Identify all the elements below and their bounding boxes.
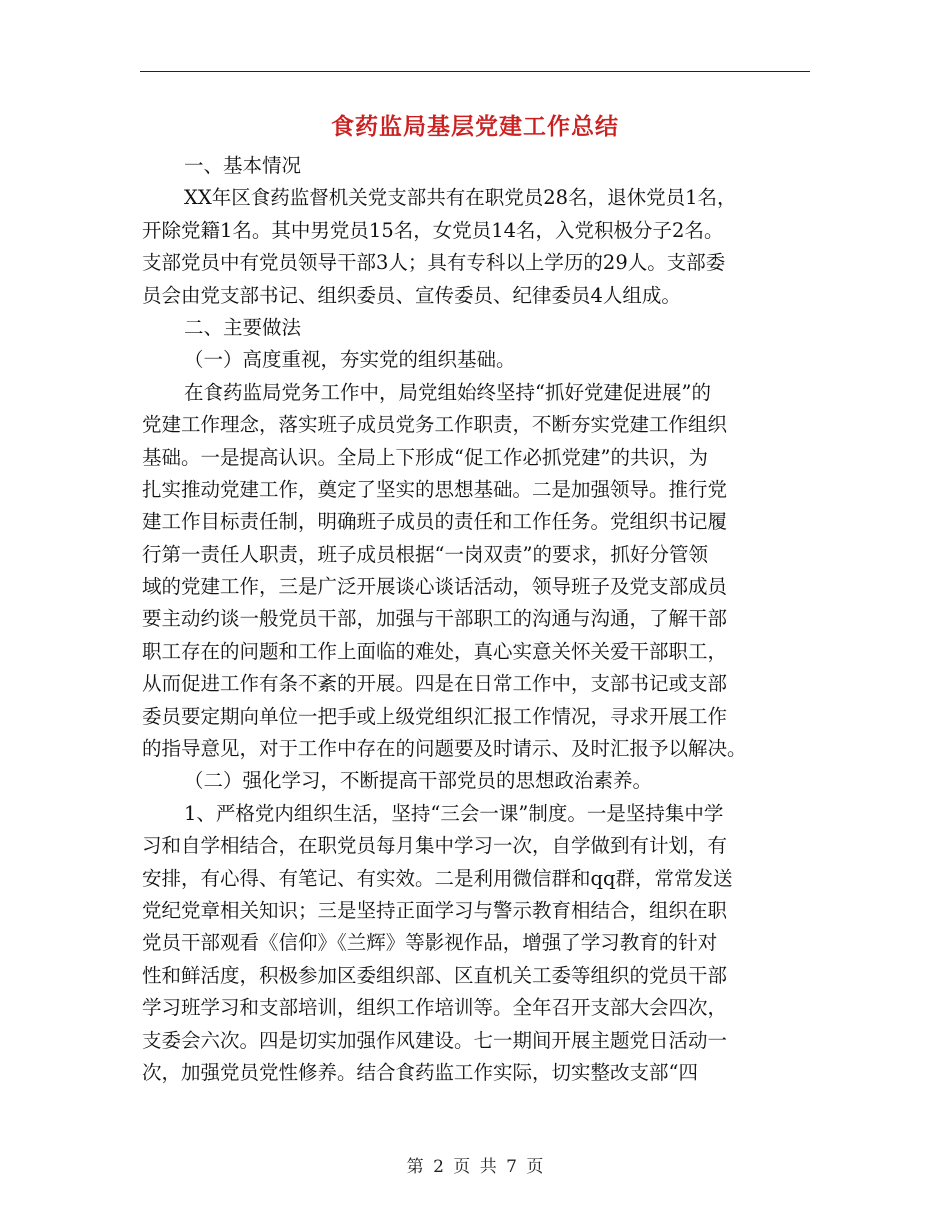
body-line: 1、严格党内组织生活，坚持“三会一课”制度。一是坚持集中学 (184, 801, 724, 825)
body-line: 在食药监局党务工作中，局党组始终坚持“抓好党建促进展”的 (184, 380, 711, 404)
body-line: 党纪党章相关知识；三是坚持正面学习与警示教育相结合，组织在职 (142, 898, 728, 922)
body-line: 一、基本情况 (184, 154, 302, 177)
body-line: 的指导意见，对于工作中存在的问题要及时请示、及时汇报予以解决。 (142, 737, 747, 761)
body-line: 习和自学相结合，在职党员每月集中学习一次，自学做到有计划，有 (142, 834, 728, 858)
header-rule (140, 71, 810, 72)
body-line: 委员要定期向单位一把手或上级党组织汇报工作情况，寻求开展工作 (142, 704, 728, 728)
body-line: 学习班学习和支部培训，组织工作培训等。全年召开支部大会四次， (142, 996, 728, 1020)
body-line: 扎实推动党建工作，奠定了坚实的思想基础。二是加强领导。推行党 (142, 477, 728, 501)
body-line: 从而促进工作有条不紊的开展。四是在日常工作中，支部书记或支部 (142, 672, 728, 696)
body-line: 党员干部观看《信仰》《兰辉》等影视作品，增强了学习教育的针对 (142, 931, 718, 955)
document-title: 食药监局基层党建工作总结 (331, 113, 619, 140)
body-line: （一）高度重视，夯实党的组织基础。 (184, 348, 516, 372)
body-line: 行第一责任人职责，班子成员根据“一岗双责”的要求，抓好分管领 (142, 542, 708, 566)
body-line: 支委会六次。四是切实加强作风建设。七一期间开展主题党日活动一 (142, 1028, 728, 1052)
body-line: 职工存在的问题和工作上面临的难处，真心实意关怀关爱干部职工， (142, 639, 728, 663)
body-line: 支部党员中有党员领导干部3人；具有专科以上学历的29人。支部委 (142, 251, 726, 275)
body-line: XX年区食药监督机关党支部共有在职党员28名，退休党员1名， (184, 186, 737, 210)
page-number: 第 2 页 共 7 页 (406, 1157, 544, 1177)
body-line: 安排，有心得、有笔记、有实效。二是利用微信群和qq群，常常发送 (142, 866, 733, 890)
body-line: 党建工作理念，落实班子成员党务工作职责，不断夯实党建工作组织 (142, 413, 728, 437)
body-line: 开除党籍1名。其中男党员15名，女党员14名，入党积极分子2名。 (142, 218, 724, 242)
body-line: 二、主要做法 (184, 315, 302, 339)
body-line: 性和鲜活度，积极参加区委组织部、区直机关工委等组织的党员干部 (142, 963, 728, 987)
body-line: （二）强化学习，不断提高干部党员的思想政治素养。 (184, 769, 653, 793)
body-line: 基础。一是提高认识。全局上下形成“促工作必抓党建”的共识，为 (142, 445, 708, 469)
document-body (142, 150, 810, 1089)
body-line: 域的党建工作，三是广泛开展谈心谈话活动，领导班子及党支部成员 (142, 575, 728, 599)
body-line: 员会由党支部书记、组织委员、宣传委员、纪律委员4人组成。 (142, 283, 681, 307)
body-line: 建工作目标责任制，明确班子成员的责任和工作任务。党组织书记履 (142, 510, 728, 534)
body-line: 要主动约谈一般党员干部，加强与干部职工的沟通与沟通，了解干部 (142, 607, 728, 631)
body-line: 次，加强党员党性修养。结合食药监工作实际，切实整改支部“四 (142, 1060, 698, 1084)
